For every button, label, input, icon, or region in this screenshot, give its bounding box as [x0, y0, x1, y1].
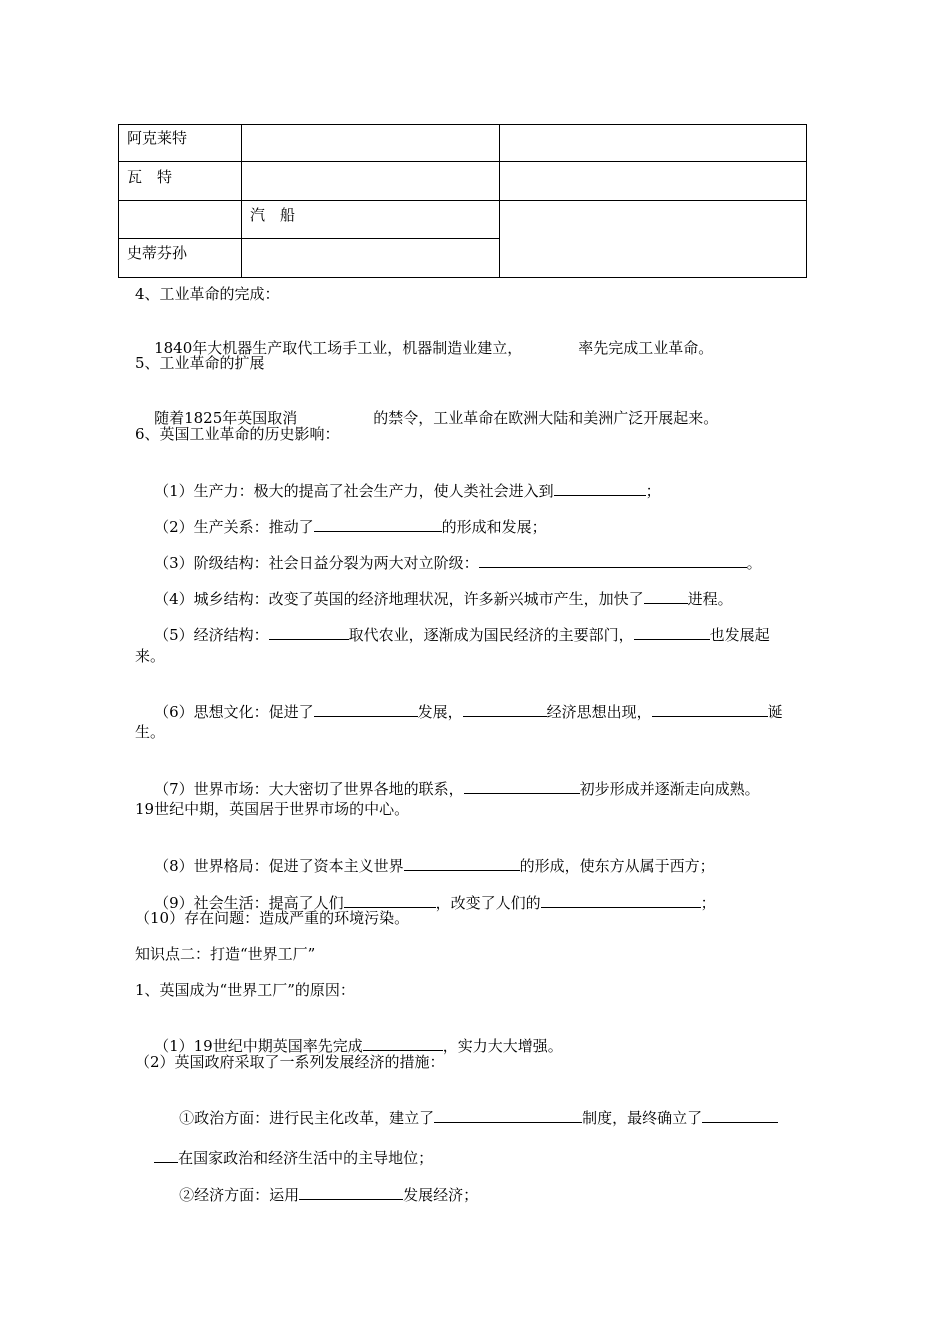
- answer-blank[interactable]: [434, 1108, 582, 1123]
- text-segment: 也发展起: [709, 626, 770, 644]
- text-segment: 随着1825年英国取消: [154, 409, 298, 427]
- inventors-table: [118, 124, 807, 278]
- table-row-divider: [118, 238, 499, 239]
- section-heading: 知识点二：打造“世界工厂”: [135, 945, 316, 963]
- text-segment: 1840年大机器生产取代工场手工业，机器制造业建立，: [154, 339, 523, 357]
- text-segment: （6）思想文化：促进了: [154, 703, 314, 721]
- answer-blank[interactable]: [363, 1036, 443, 1051]
- section-heading: 1、英国成为“世界工厂”的原因：: [135, 981, 355, 999]
- table-border-left: [118, 124, 119, 278]
- text-segment: 的形成和发展；: [441, 518, 547, 536]
- text-segment: 进程。: [687, 590, 733, 608]
- table-border-right: [806, 124, 807, 278]
- section-heading: 5、工业革命的扩展: [135, 354, 265, 372]
- text-segment: 发展，: [417, 703, 463, 721]
- text-segment: 在国家政治和经济生活中的主导地位；: [178, 1149, 434, 1167]
- section-heading: 4、工业革命的完成：: [135, 285, 280, 303]
- answer-blank[interactable]: [463, 702, 547, 717]
- table-cell: 阿克莱特: [127, 129, 188, 147]
- table-row-divider: [118, 200, 807, 201]
- text-segment: ，改变了人们的: [435, 894, 541, 912]
- text-segment: ；: [645, 482, 661, 500]
- table-cell: 汽 船: [250, 206, 296, 224]
- text-segment: 。: [746, 554, 762, 572]
- text-segment: 制度，最终确立了: [582, 1109, 703, 1127]
- text-line: （2）英国政府采取了一系列发展经济的措施：: [135, 1053, 445, 1071]
- answer-blank[interactable]: [314, 517, 442, 532]
- table-col-divider: [499, 124, 500, 278]
- text-line: [135, 682, 783, 742]
- text-segment: 率先完成工业革命。: [578, 339, 714, 357]
- text-segment: 取代农业，逐渐成为国民经济的主要部门，: [348, 626, 634, 644]
- text-line: 生。: [135, 723, 166, 741]
- text-segment: （7）世界市场：大大密切了世界各地的联系，: [154, 780, 464, 798]
- text-line: [160, 1165, 478, 1225]
- text-segment: 的形成，使东方从属于西方；: [519, 857, 715, 875]
- answer-blank[interactable]: [554, 481, 646, 496]
- text-segment: 初步形成并逐渐走向成熟。: [579, 780, 760, 798]
- text-line: （10）存在问题：造成严重的环境污染。: [135, 909, 410, 927]
- table-border-bottom: [118, 277, 807, 278]
- section-heading: 6、英国工业革命的历史影响：: [135, 425, 340, 443]
- text-segment: ②经济方面：运用: [179, 1186, 300, 1204]
- text-line: 19世纪中期，英国居于世界市场的中心。: [135, 800, 410, 818]
- text-segment: （8）世界格局：促进了资本主义世界: [154, 857, 404, 875]
- answer-blank[interactable]: [644, 589, 688, 604]
- text-segment: （1）生产力：极大的提高了社会生产力，使人类社会进入到: [154, 482, 554, 500]
- answer-blank[interactable]: [404, 856, 520, 871]
- text-line: 来。: [135, 647, 166, 665]
- text-segment: （9）社会生活：提高了人们: [154, 894, 344, 912]
- text-segment: ，实力大大增强。: [442, 1037, 563, 1055]
- text-segment: 的禁令，工业革命在欧洲大陆和美洲广泛开展起来。: [373, 409, 719, 427]
- table-col-divider: [241, 124, 242, 278]
- text-segment: （2）生产关系：推动了: [154, 518, 314, 536]
- text-segment: ①政治方面：进行民主化改革，建立了: [179, 1109, 435, 1127]
- text-segment: （4）城乡结构：改变了英国的经济地理状况，许多新兴城市产生，加快了: [154, 590, 644, 608]
- text-segment: （3）阶级结构：社会日益分裂为两大对立阶级：: [154, 554, 479, 572]
- table-cell: 瓦 特: [127, 168, 173, 186]
- fill-gap: [297, 409, 373, 423]
- answer-blank[interactable]: [702, 1108, 778, 1123]
- table-cell: 史蒂芬孙: [127, 244, 188, 262]
- text-segment: 发展经济；: [403, 1186, 479, 1204]
- table-row-divider: [118, 161, 807, 162]
- text-segment: 诞: [767, 703, 783, 721]
- answer-blank[interactable]: [541, 893, 701, 908]
- answer-blank[interactable]: [344, 893, 436, 908]
- fill-gap: [522, 339, 578, 353]
- answer-blank[interactable]: [154, 1148, 178, 1163]
- answer-blank[interactable]: [299, 1185, 403, 1200]
- text-line: [135, 605, 770, 665]
- answer-blank[interactable]: [479, 553, 747, 568]
- answer-blank[interactable]: [634, 625, 710, 640]
- table-border-top: [118, 124, 807, 125]
- answer-blank[interactable]: [269, 625, 349, 640]
- text-segment: （1）19世纪中期英国率先完成: [154, 1037, 363, 1055]
- answer-blank[interactable]: [652, 702, 768, 717]
- answer-blank[interactable]: [464, 779, 580, 794]
- text-segment: ；: [700, 894, 716, 912]
- text-segment: 经济思想出现，: [546, 703, 652, 721]
- text-segment: （5）经济结构：: [154, 626, 269, 644]
- answer-blank[interactable]: [314, 702, 418, 717]
